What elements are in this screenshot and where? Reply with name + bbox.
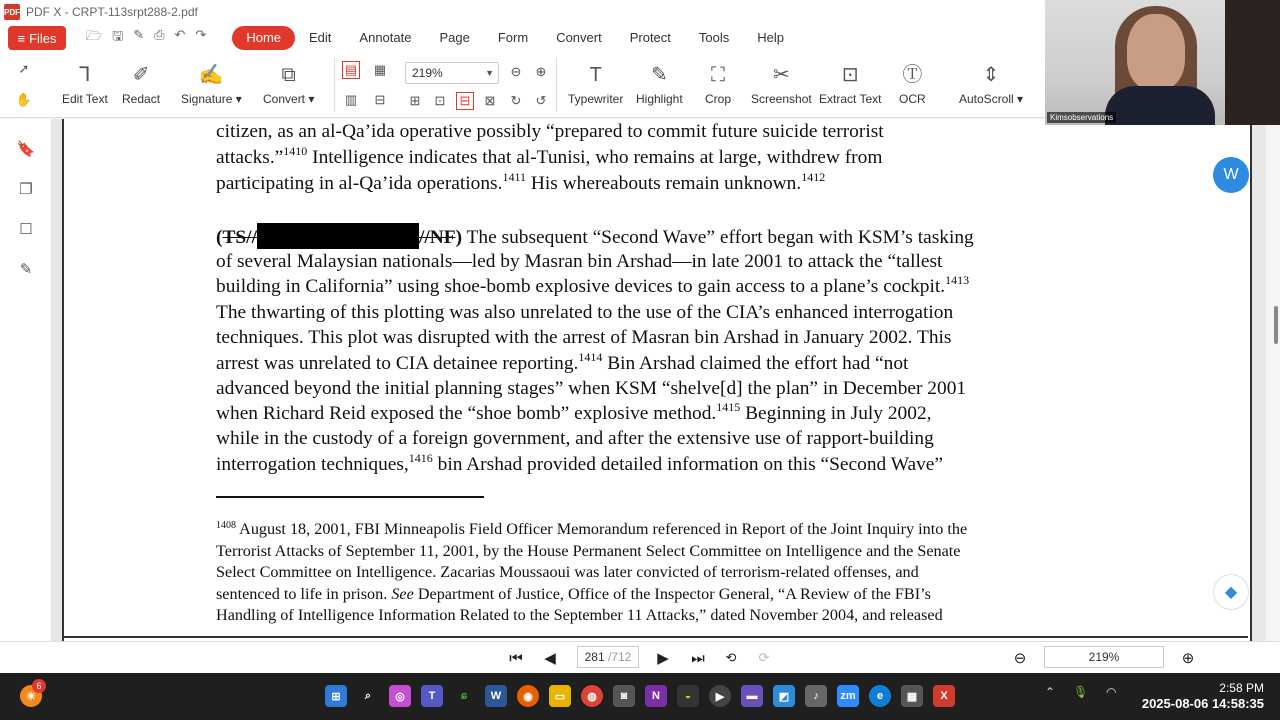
extract-text-label: Extract Text [819, 92, 882, 106]
window-title: PDF X - CRPT-113srpt288-2.pdf [26, 5, 198, 19]
firefox-icon[interactable]: ◉ [517, 685, 539, 707]
webcam-person-face [1127, 14, 1185, 90]
webcam-background [1225, 0, 1280, 125]
doc-line: interrogation techniques,$^{1416}$ bin Arshad provided detailed information on this “Second Wave” [216, 451, 943, 475]
app-icon[interactable]: ◒ [677, 685, 699, 707]
actual-size-icon[interactable]: ⊟ [456, 92, 474, 110]
toolbar-divider [556, 58, 557, 112]
crop-button[interactable] [705, 60, 731, 106]
page-number-input[interactable]: 281 /712 [577, 646, 639, 668]
highlight-button[interactable] [636, 60, 683, 106]
doc-line: attacks.”$^{1410}$ Intelligence indicates that al-Tunisi, who remains at large, withdrew from [216, 144, 883, 168]
tab-form[interactable]: Form [497, 30, 529, 45]
redact-icon: ✐ [132, 64, 150, 86]
doc-line: arrest was unrelated to CIA detainee reporting.$^{1414}$ Bin Arshad claimed the effort had “not [216, 350, 909, 374]
highlight-icon: ✎ [650, 64, 668, 86]
crop-icon: ⛶ [711, 64, 725, 86]
ocr-button[interactable] [899, 60, 926, 106]
edit-text-label: Edit Text [62, 92, 108, 106]
menu-tabs [232, 26, 798, 50]
chevron-up-icon[interactable]: ⌃ [1045, 685, 1056, 699]
notification-badge: 6 [32, 679, 46, 693]
fit-page-icon[interactable]: ⊡ [434, 93, 446, 108]
onenote-icon[interactable]: N [645, 685, 667, 707]
crop-label: Crop [705, 92, 732, 106]
evernote-icon[interactable]: ɕ [460, 690, 468, 702]
tab-protect[interactable]: Protect [629, 30, 671, 45]
footnote-line: Terrorist Attacks of September 11, 2001, by the House Permanent Select Committee on Intelligence and the Senate [216, 542, 961, 560]
photos-icon[interactable]: ◩ [773, 685, 795, 707]
doc-line: participating in al-Qa’ida operations.$^{1411}$ His whereabouts remain unknown.$^{1412}$ [216, 170, 826, 194]
doc-line: The thwarting of this plotting was also unrelated to the use of the CIA’s enhanced interrogation [216, 302, 954, 323]
convert-button[interactable] [263, 60, 314, 106]
single-page-view-icon[interactable]: ▤ [342, 61, 360, 79]
word-icon[interactable]: W [485, 685, 507, 707]
copilot-icon[interactable]: ◎ [389, 685, 411, 707]
system-clock[interactable] [1142, 681, 1264, 711]
typewriter-label: Typewriter [568, 92, 624, 106]
redact-label: Redact [122, 92, 161, 106]
signature-label: Signature ▾ [181, 92, 242, 106]
doc-line: citizen, as an al-Qa’ida operative possibly “prepared to commit future suicide terrorist [216, 121, 884, 142]
typewriter-icon: T [589, 64, 602, 86]
zoom-in-icon[interactable]: ⊕ [1181, 650, 1195, 667]
zoom-value: 219% [412, 66, 443, 80]
footnote-line: sentenced to life in prison. See Department of Justice, Office of the Inspector General, “A Review of the FBI’s [216, 585, 931, 603]
tab-edit[interactable]: Edit [309, 30, 332, 45]
file-explorer-icon[interactable]: ▭ [549, 685, 571, 707]
rotate-counterclockwise-icon[interactable]: ↺ [535, 93, 547, 108]
footnote-ref: 1415 [716, 400, 741, 414]
doc-line: when Richard Reid exposed the “shoe bomb” explosive method.$^{1415}$ Beginning in July 2002, [216, 400, 932, 424]
last-page-icon[interactable]: ⏭ [691, 649, 705, 667]
weather-icon[interactable]: ☀ [20, 685, 42, 707]
vertical-scrollbar[interactable] [1266, 119, 1280, 641]
ocr-icon: Ⓣ [902, 64, 923, 86]
hamburger-icon: ≡ [17, 30, 26, 46]
voice-recorder-icon[interactable]: ♪ [805, 685, 827, 707]
doc-line: while in the custody of a foreign government, and after the extensive use of rapport-building [216, 428, 934, 449]
undo-icon[interactable]: ↶ [174, 27, 186, 42]
footnote-ref: 1412 [801, 170, 826, 184]
app-logo-icon: PDF [4, 4, 20, 20]
bookmark-icon[interactable]: 🔖 [16, 141, 36, 158]
go-back-icon[interactable]: ⟲ [725, 650, 737, 665]
doc-line: building in California” using shoe-bomb explosive devices to gain access to a plane’s cockpit.$^{1413}$ [216, 273, 970, 297]
doc-line: (TS// //NF) The subsequent “Second Wave” effort began with KSM’s tasking [216, 223, 974, 250]
go-forward-icon[interactable]: ⟳ [758, 650, 770, 665]
autoscroll-button[interactable] [959, 60, 1023, 106]
zoom-in-icon[interactable]: ⊕ [535, 64, 547, 79]
clock-time: 2:58 PM [1219, 681, 1264, 695]
footnote-ref: 1413 [945, 273, 970, 287]
webcam-person-shirt [1105, 86, 1215, 125]
footnote-ref: 1410 [283, 144, 308, 158]
tab-annotate[interactable]: Annotate [359, 30, 412, 45]
convert-label: Convert ▾ [263, 92, 315, 106]
footnote-ref: 1416 [408, 451, 433, 465]
tab-page[interactable]: Page [439, 30, 470, 45]
toolbar-divider [334, 58, 335, 112]
microphone-icon[interactable]: 🎙 [1073, 685, 1089, 699]
save-icon[interactable]: 🖫 [112, 28, 124, 43]
signature-button[interactable] [181, 60, 242, 106]
edit-text-button[interactable] [62, 60, 108, 106]
teams-icon[interactable]: T [421, 685, 443, 707]
classification-marking: TS// [222, 227, 257, 248]
footnote-line: Select Committee on Intelligence. Zacarias Moussaoui was later convicted of terrorism-related offenses, and [216, 563, 919, 581]
media-player-icon[interactable]: ▶ [709, 685, 731, 707]
files-button[interactable] [8, 26, 66, 50]
classification-marking: //NF [418, 227, 456, 248]
previous-page-icon[interactable]: ◀ [544, 650, 556, 667]
doc-line: advanced beyond the initial planning stages” when KSM “shelve[d] the plan” in December 2001 [216, 378, 967, 399]
footnote-separator [216, 496, 484, 498]
wifi-icon[interactable]: ◠ [1106, 685, 1117, 699]
continuous-view-icon[interactable]: ▦ [373, 62, 387, 77]
rotate-clockwise-icon[interactable]: ↻ [510, 93, 522, 108]
tab-convert[interactable]: Convert [556, 30, 602, 45]
autoscroll-icon: ⇕ [982, 64, 1000, 86]
edit-text-icon: Ꞁ [79, 64, 91, 86]
footnote-ref: 1411 [502, 170, 527, 184]
ocr-label: OCR [899, 92, 926, 106]
chevron-down-icon: ▼ [485, 68, 494, 78]
quick-access-toolbar [86, 27, 206, 49]
redaction-block [257, 223, 419, 249]
footnote-line: Handling of Intelligence Information Related to the September 11 Attacks,” dated November 2004, and released [216, 606, 943, 624]
next-page-icon[interactable]: ▶ [657, 650, 669, 667]
fit-width-icon[interactable]: ⊞ [409, 93, 421, 108]
calculator-icon[interactable]: ▦ [901, 685, 923, 707]
tab-tools[interactable]: Tools [698, 30, 730, 45]
thumbnails-icon[interactable]: ❐ [19, 181, 33, 198]
screenshot-button[interactable] [751, 60, 812, 106]
doc-line: of several Malaysian nationals—led by Masran bin Arshad—in late 2001 to attack the “tallest [216, 251, 943, 272]
windows-taskbar [0, 673, 1280, 720]
open-folder-icon[interactable]: 🗁 [86, 28, 103, 43]
screenshot-icon: ✂ [772, 64, 790, 86]
save-as-icon[interactable]: ✎ [133, 27, 145, 42]
tab-help[interactable]: Help [757, 30, 785, 45]
doc-line: techniques. This plot was disrupted with the arrest of Masran bin Arshad in January 2002. This [216, 327, 952, 348]
page-border [62, 636, 1248, 638]
attachments-icon[interactable]: ✎ [19, 261, 33, 278]
pdf-page [62, 119, 1252, 641]
comments-icon[interactable]: ☐ [19, 221, 33, 238]
redact-button[interactable] [122, 60, 160, 106]
zoom-select[interactable] [405, 62, 499, 84]
print-icon[interactable]: ⎙ [154, 27, 165, 42]
webcam-name-label: Kimsobservations [1047, 112, 1116, 123]
redo-icon[interactable]: ↷ [195, 27, 207, 42]
scrollbar-thumb[interactable] [1274, 306, 1278, 344]
word-convert-icon[interactable]: W [1213, 157, 1249, 193]
first-page-icon[interactable]: ⏮ [509, 649, 523, 667]
two-page-view-icon[interactable]: ▥ [344, 92, 358, 107]
files-label: Files [29, 30, 57, 46]
pdf-x-icon[interactable]: X [933, 685, 955, 707]
fit-visible-icon[interactable]: ⊠ [484, 93, 496, 108]
start-menu-icon[interactable]: ⊞ [325, 685, 347, 707]
zoom-out-icon[interactable]: ⊖ [1013, 650, 1027, 667]
ai-assistant-icon[interactable]: ◆ [1213, 574, 1249, 610]
signature-icon: ✍ [198, 64, 224, 86]
tab-home[interactable]: Home [232, 26, 295, 50]
status-zoom-value[interactable]: 219% [1044, 646, 1164, 668]
hand-tool-icon[interactable]: ✋ [15, 92, 33, 107]
convert-icon: ⧉ [281, 64, 296, 86]
autoscroll-label: AutoScroll ▾ [959, 92, 1024, 106]
screenshot-label: Screenshot [751, 92, 812, 106]
webcam-overlay [1045, 0, 1280, 125]
document-viewport[interactable] [52, 119, 1280, 641]
typewriter-button[interactable] [568, 60, 623, 106]
highlight-label: Highlight [636, 92, 683, 106]
zoom-out-icon[interactable]: ⊖ [510, 64, 522, 79]
notes-app-icon[interactable]: ▬ [741, 685, 763, 707]
select-cursor-icon[interactable]: ➚ [18, 61, 30, 76]
rotate-view-icon[interactable]: ⊟ [374, 92, 386, 107]
zoom-app-icon[interactable]: zm [837, 685, 859, 707]
extract-text-icon: ⊡ [841, 64, 859, 86]
footnote-ref: 1414 [578, 350, 603, 364]
camera-icon[interactable]: ◙ [613, 685, 635, 707]
chrome-icon[interactable]: ◍ [581, 685, 603, 707]
left-sidebar [0, 119, 52, 673]
search-icon[interactable]: ⌕ [364, 689, 372, 702]
extract-text-button[interactable] [819, 60, 881, 106]
footnote-line: $^{1408}$ August 18, 2001, FBI Minneapolis Field Officer Memorandum referenced in Report of the Joint Inquiry into the [216, 520, 968, 538]
edge-icon[interactable]: e [869, 685, 891, 707]
status-bar [0, 641, 1280, 673]
clock-date: 2025-08-06 14:58:35 [1141, 696, 1264, 711]
